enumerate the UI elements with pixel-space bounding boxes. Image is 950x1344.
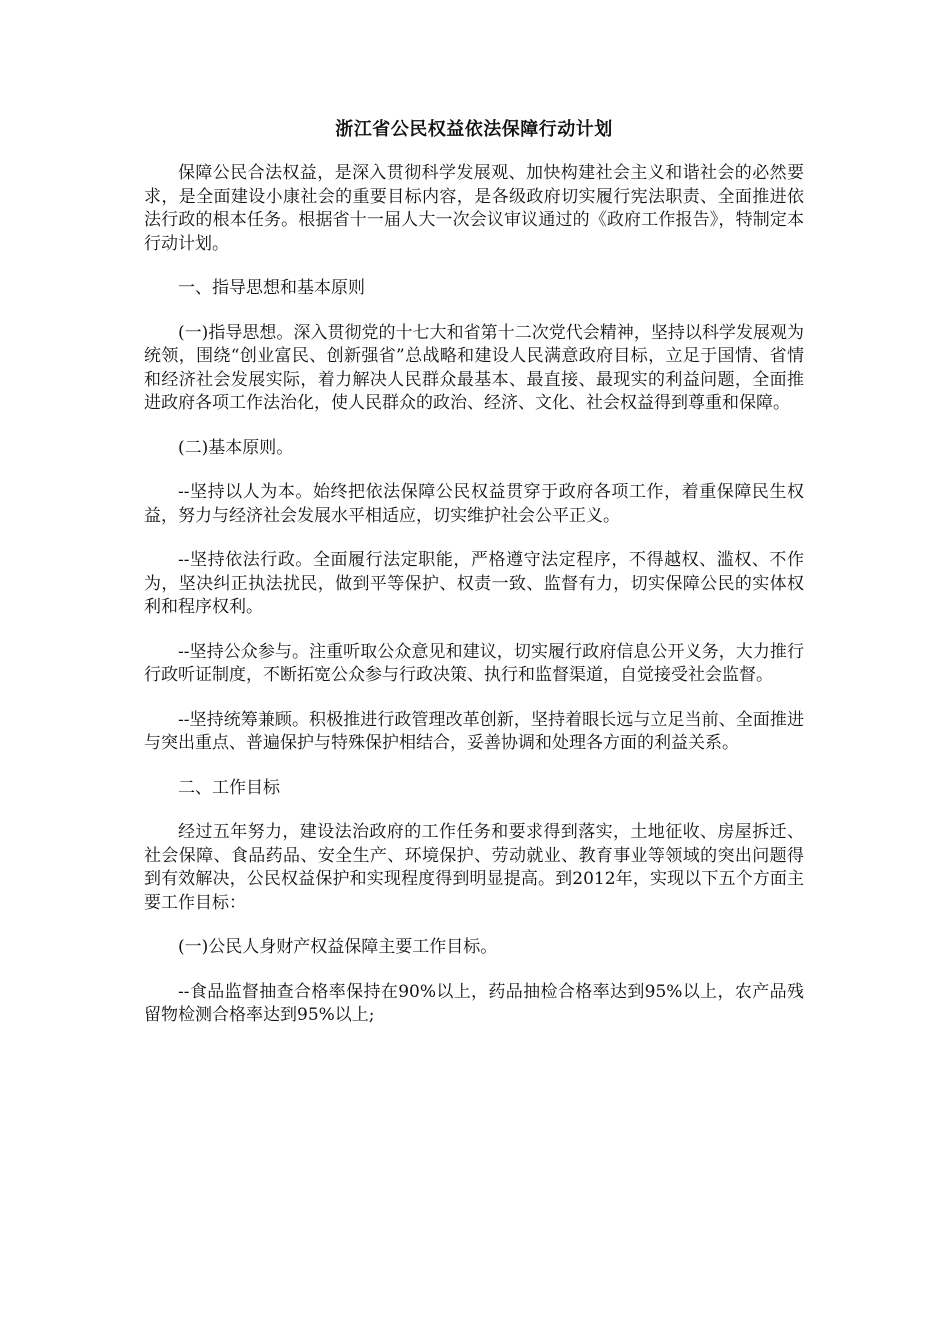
principle-people-oriented: --坚持以人为本。始终把依法保障公民权益贯穿于政府各项工作，着重保障民生权益，努力与经济社会发展水平相适应，切实维护社会公平正义。 xyxy=(144,482,804,526)
food-drug-target-paragraph: --食品监督抽查合格率保持在90%以上，药品抽检合格率达到95%以上，农产品残留物检测合格率达到95%以上; xyxy=(144,981,804,1025)
subheading-personal-property-rights: (一)公民人身财产权益保障主要工作目标。 xyxy=(178,937,498,957)
intro-paragraph: 保障公民合法权益，是深入贯彻科学发展观、加快构建社会主义和谐社会的必然要求，是全面建设小康社会的重要目标内容，是各级政府切实履行宪法职责、全面推进依法行政的根本任务。根据省十一届人大一次会议审议通过的《政府工作报告》，特制定本行动计划。 xyxy=(144,163,804,254)
subheading-basic-principles: (二)基本原则。 xyxy=(178,437,294,458)
principle-law-based-administration: --坚持依法行政。全面履行法定职能，严格遵守法定程序，不得越权、滥权、不作为，坚决纠正执法扰民，做到平等保护、权责一致、监督有力，切实保障公民的实体权利和程序权利。 xyxy=(144,550,804,617)
guiding-ideology-paragraph: (一)指导思想。深入贯彻党的十七大和省第十二次党代会精神，坚持以科学发展观为统领，围绕“创业富民、创新强省”总战略和建设人民满意政府目标，立足于国情、省情和经济社会发展实际，着力解决人民群众最基本、最直接、最现实的利益问题，全面推进政府各项工作法治化，使人民群众的政治、经济、文化、社会权益得到尊重和保障。 xyxy=(144,322,804,413)
work-goals-paragraph: 经过五年努力，建设法治政府的工作任务和要求得到落实，土地征收、房屋拆迁、社会保障、食品药品、安全生产、环境保护、劳动就业、教育事业等领域的突出问题得到有效解决，公民权益保护和实现程度得到明显提高。到2012年，实现以下五个方面主要工作目标： xyxy=(144,822,804,913)
document-title: 浙江省公民权益依法保障行动计划 xyxy=(335,119,613,140)
document-page xyxy=(144,118,804,1049)
section-heading-work-goals: 二、工作目标 xyxy=(178,777,280,798)
principle-overall-planning: --坚持统筹兼顾。积极推进行政管理改革创新，坚持着眼长远与立足当前、全面推进与突出重点、普遍保护与特殊保护相结合，妥善协调和处理各方面的利益关系。 xyxy=(144,709,804,753)
section-heading-guiding-principles: 一、指导思想和基本原则 xyxy=(178,278,365,298)
principle-public-participation: --坚持公众参与。注重听取公众意见和建议，切实履行政府信息公开义务，大力推行行政听证制度，不断拓宽公众参与行政决策、执行和监督渠道，自觉接受社会监督。 xyxy=(144,641,804,685)
